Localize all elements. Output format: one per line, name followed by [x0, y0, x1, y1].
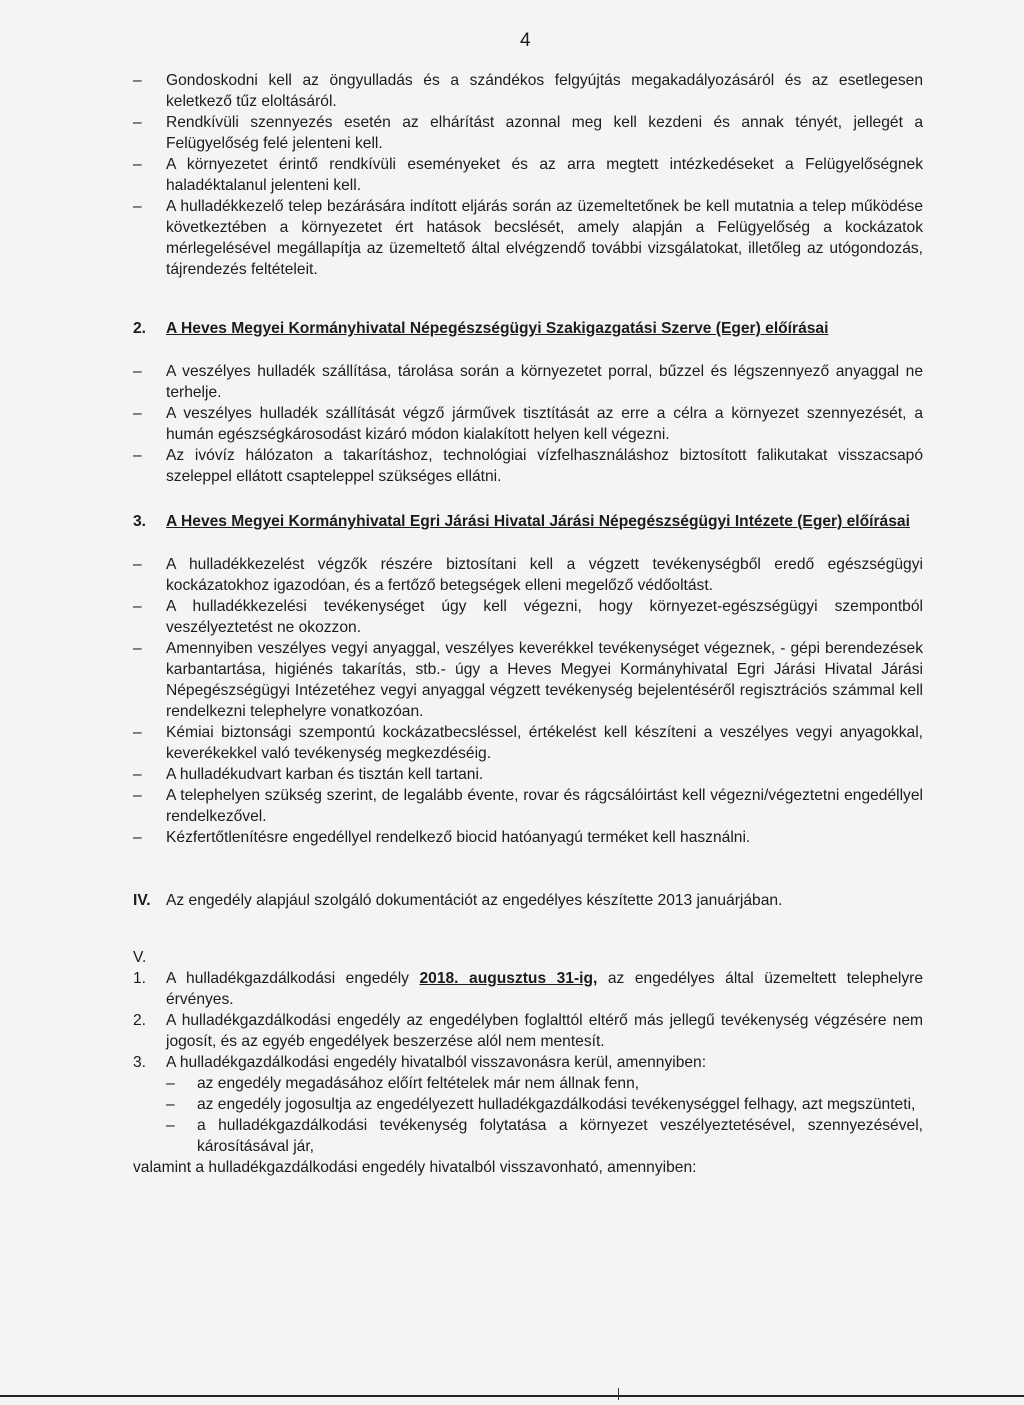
numbered-item — [133, 1052, 923, 1073]
section-number: V. — [133, 949, 147, 966]
list-item: – A veszélyes hulladék szállítása, tárolása során a környezetet porral, bűzzel és légszennyező anyaggal ne terhelje. — [133, 361, 923, 403]
item-text: A hulladékgazdálkodási engedély az engedélyben foglalttól eltérő más jellegű tevékenység végzésére nem jogosít, és az egyéb engedélyek beszerzése alól nem mentesít. — [166, 1012, 923, 1050]
sub-list-item: – a hulladékgazdálkodási tevékenység folytatása a környezet veszélyeztetésével, szennyezésével, károsításával jár, — [133, 1115, 923, 1157]
section-title: A Heves Megyei Kormányhivatal Népegészségügyi Szakigazgatási Szerve (Eger) előírásai — [166, 320, 829, 337]
bottom-rule — [0, 1395, 1024, 1397]
closing-text: valamint a hulladékgazdálkodási engedély hivatalból visszavonható, amennyiben: — [133, 1159, 697, 1176]
bottom-tick-mark — [618, 1388, 619, 1400]
section-v — [133, 947, 923, 968]
section-2-heading — [133, 318, 923, 339]
validity-date: 2018. augusztus 31-ig, — [419, 970, 598, 987]
list-item: – Amennyiben veszélyes vegyi anyaggal, veszélyes keverékkel tevékenységet végeznek, - gépi berendezések karbantartása, higiénés takarítás, stb.- úgy a Heves Megyei Kormányhivatal Egri Járási Hivatal Járási Népegészségügyi Intézetéhez vegyi anyaggal végzett tevékenység bejelentéséről regisztrációs számmal kell rendelkezni telephelyre vonatkozóan. — [133, 638, 923, 722]
numbered-item — [133, 968, 923, 1010]
list-item: – Kémiai biztonsági szempontú kockázatbecsléssel, értékelést kell készíteni a veszélyes vegyi anyagokkal, keverékekkel való tevékenység megkezdéséig. — [133, 722, 923, 764]
list-item: – A veszélyes hulladék szállítását végző járművek tisztítását az erre a célra a környezet szennyezését, a humán egészségkárosodást kizáró módon kialakított helyen kell végezni. — [133, 403, 923, 445]
item-text: A hulladékgazdálkodási engedély hivatalból visszavonásra kerül, amennyiben: — [166, 1054, 707, 1071]
list-item: – A hulladékkezelést végzők részére biztosítani kell a végzett tevékenységből eredő egészségügyi kockázatokhoz igazodóan, és a fertőző betegségek elleni megelőző védőoltást. — [133, 554, 923, 596]
document-body — [133, 70, 923, 1178]
sub-list-item: – az engedély megadásához előírt feltételek már nem állnak fenn, — [133, 1073, 923, 1094]
list-item: – A környezetet érintő rendkívüli eseményeket és az arra megtett intézkedéseket a Felügyelőségnek haladéktalanul jelenteni kell. — [133, 154, 923, 196]
page-number: 4 — [520, 30, 531, 51]
section-title: A Heves Megyei Kormányhivatal Egri Járási Hivatal Járási Népegészségügyi Intézete (Eger) előírásai — [166, 513, 910, 530]
list-item: – Gondoskodni kell az öngyulladás és a szándékos felgyújtás megakadályozásáról és az esetlegesen keletkező tűz eloltásáról. — [133, 70, 923, 112]
section-number: 2. — [133, 320, 147, 337]
section-text: Az engedély alapjául szolgáló dokumentációt az engedélyes készítette 2013 januárjában. — [166, 892, 783, 909]
item-number: 2. — [133, 1012, 147, 1029]
item-number: 1. — [133, 970, 147, 987]
section-number: 3. — [133, 513, 147, 530]
list-item: – A hulladékudvart karban és tisztán kell tartani. — [133, 764, 923, 785]
list-item: – Kézfertőtlenítésre engedéllyel rendelkező biocid hatóanyagú terméket kell használni. — [133, 827, 923, 848]
sub-list-item: – az engedély jogosultja az engedélyezett hulladékgazdálkodási tevékenységgel felhagy, azt megszünteti, — [133, 1094, 923, 1115]
list-item: – A telephelyen szükség szerint, de legalább évente, rovar és rágcsálóirtást kell végezni/végeztetni engedéllyel rendelkezővel. — [133, 785, 923, 827]
section-3-heading — [133, 511, 923, 532]
section-iv — [133, 890, 923, 911]
list-item: – Rendkívüli szennyezés esetén az elhárítást azonnal meg kell kezdeni és annak tényét, jellegét a Felügyelőség felé jelenteni kell. — [133, 112, 923, 154]
list-item: – A hulladékkezelő telep bezárására indított eljárás során az üzemeltetőnek be kell mutatnia a telep működése következtében a környezetet ért hatások becslését, amely alapján a Felügyelőség a kockázatok mérlegelésével megállapítja az üzemeltető által elvégzendő további vizsgálatokat, illetőleg az utógondozás, tájrendezés feltételeit. — [133, 196, 923, 280]
item-text: A hulladékgazdálkodási engedély — [166, 970, 420, 987]
section-number: IV. — [133, 892, 151, 909]
list-item: – Az ivóvíz hálózaton a takarításhoz, technológiai vízfelhasználáshoz biztosított falikutakat visszacsapó szeleppel ellátott csapteleppel szükséges ellátni. — [133, 445, 923, 487]
item-number: 3. — [133, 1054, 147, 1071]
item-text: az engedélyes által üzemeltett telephelyre érvényes. — [166, 970, 923, 1008]
numbered-item — [133, 1010, 923, 1052]
list-item: – A hulladékkezelési tevékenységet úgy kell végezni, hogy környezet-egészségügyi szempontból veszélyeztetést ne okozzon. — [133, 596, 923, 638]
